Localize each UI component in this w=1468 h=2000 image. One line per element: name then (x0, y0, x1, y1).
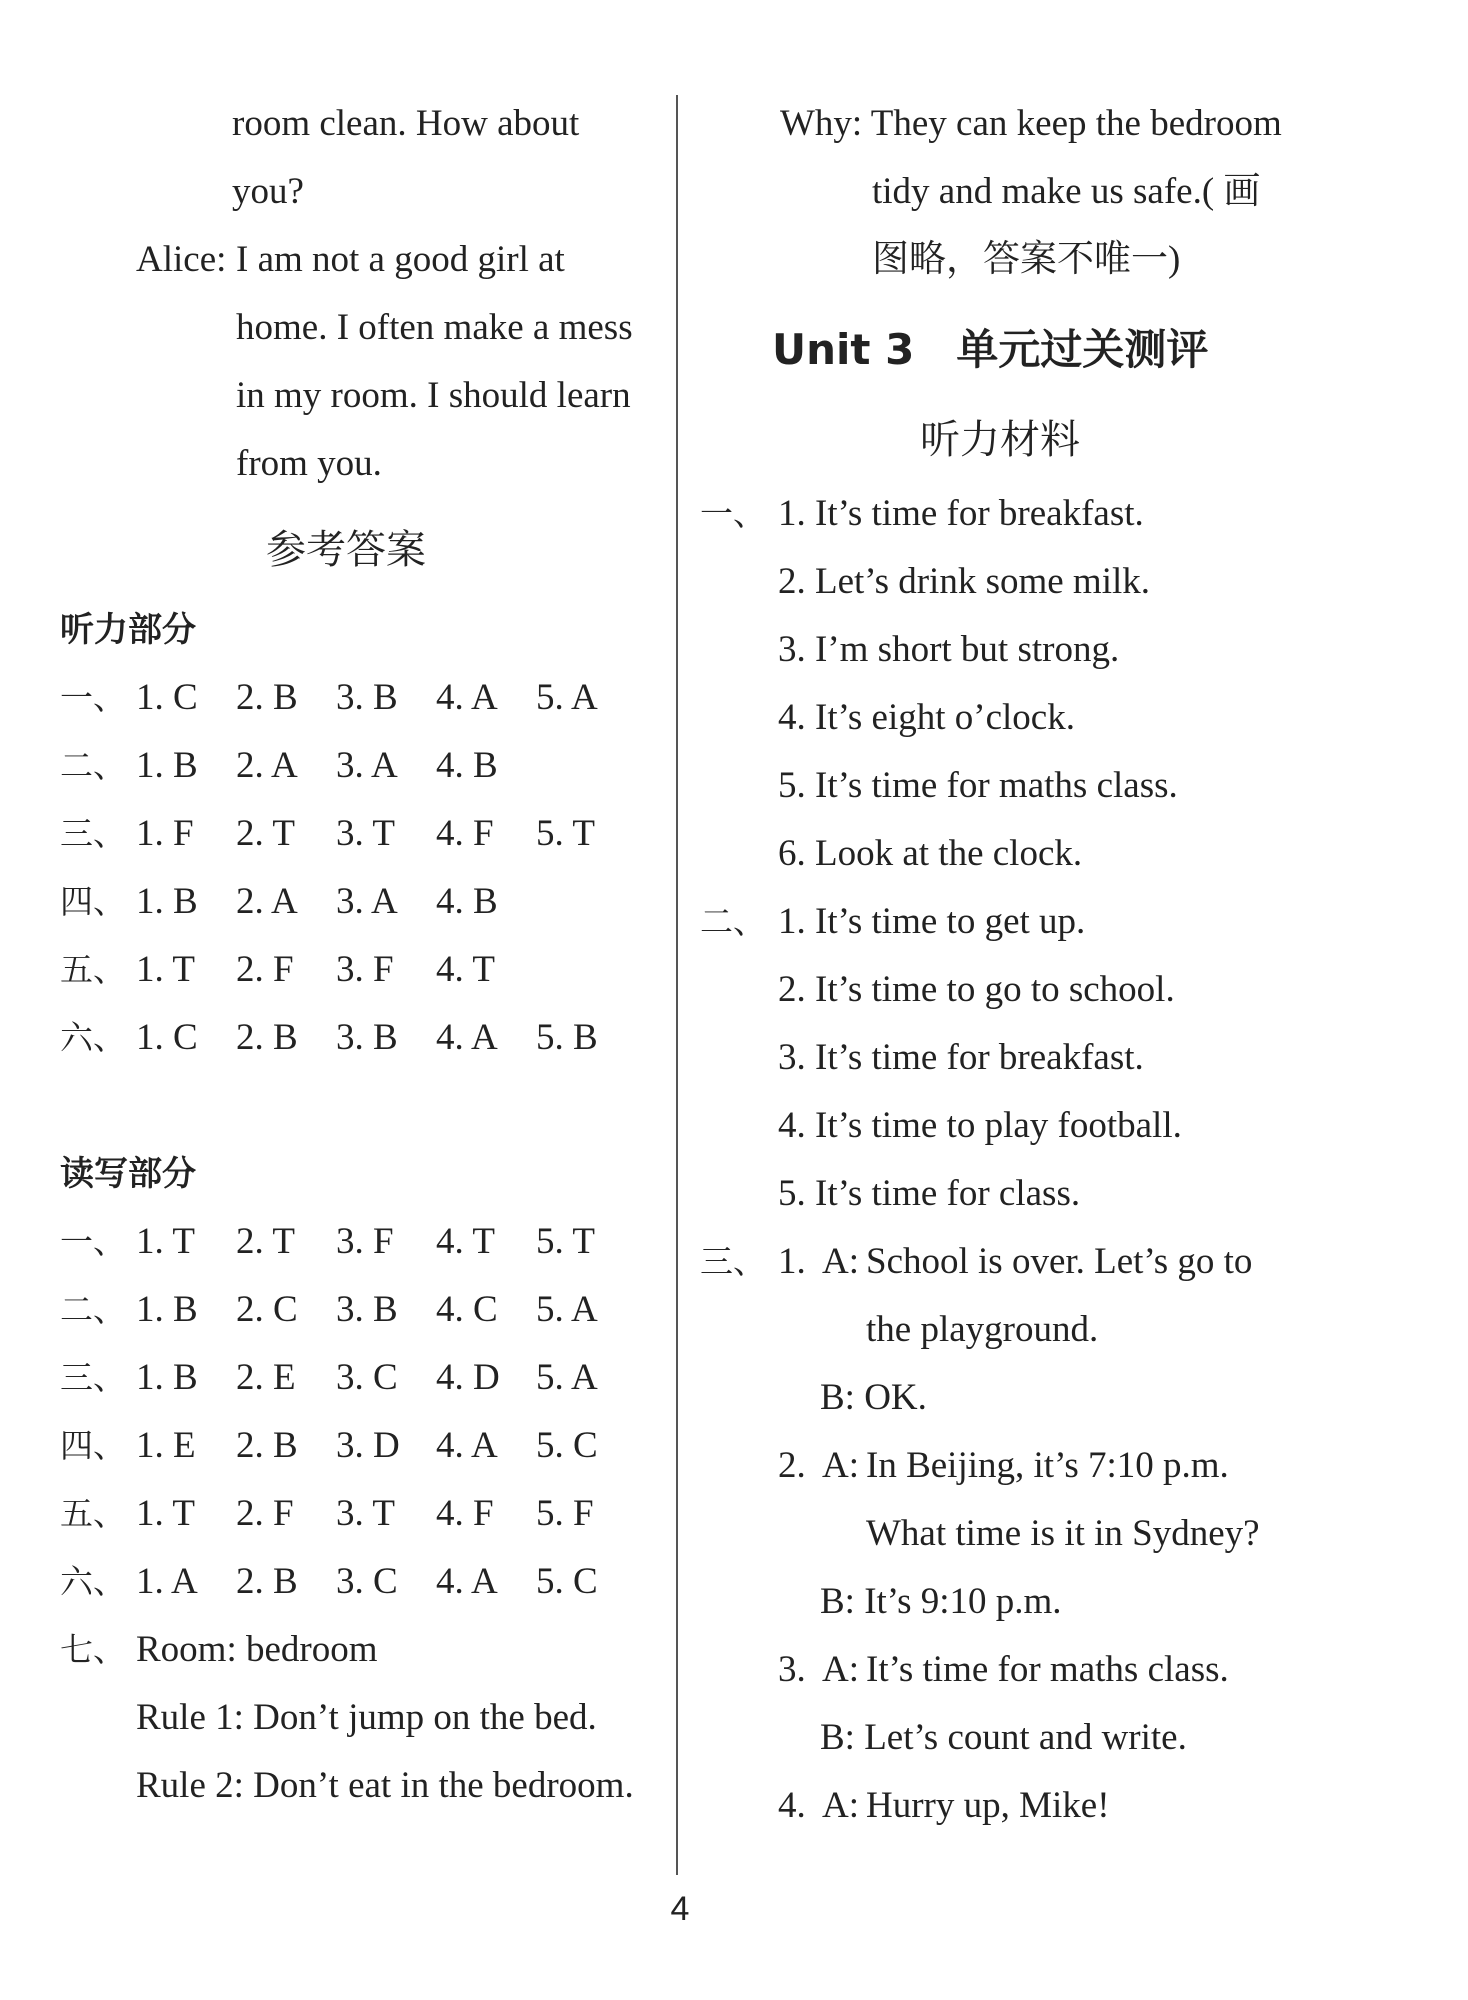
dialogue-line: home. I often make a mess (236, 307, 633, 348)
alice-dialogue (60, 226, 660, 498)
answer: 2. T (236, 1221, 295, 1262)
dialogue-line: in my room. I should learn (236, 375, 631, 416)
answer: 3. A (336, 881, 398, 922)
answer-row (60, 664, 660, 732)
answer-row-q7 (60, 1616, 660, 1684)
section-number: 五、 (60, 950, 126, 989)
why-line: 图略，答案不唯一) (872, 239, 1181, 280)
answer: 2. F (236, 949, 294, 990)
answer: 1. B (136, 881, 198, 922)
dialogue-line: B: It’s 9:10 p.m. (820, 1581, 1062, 1622)
why-line: tidy and make us safe.( 画 (872, 171, 1261, 212)
dialogue-line: In Beijing, it’s 7:10 p.m. (866, 1445, 1229, 1486)
answer: 4. D (436, 1357, 500, 1398)
answer: 3. B (336, 677, 398, 718)
page-number: 4 (670, 1890, 690, 1928)
answer-row (60, 936, 660, 1004)
section-number: 六、 (60, 1562, 126, 1601)
speaker-label: A: (822, 1445, 859, 1486)
dialogue-line: School is over. Let’s go to (866, 1241, 1253, 1282)
listening-answers (60, 664, 660, 1072)
answer-row (60, 1208, 660, 1276)
section-number: 五、 (60, 1494, 126, 1533)
answer: 4. F (436, 813, 494, 854)
answer: 4. B (436, 745, 498, 786)
answer-row (60, 800, 660, 868)
section-number: 二、 (60, 1290, 126, 1329)
section-number: 一、 (700, 494, 766, 533)
dialogue-line: It’s time for maths class. (866, 1649, 1229, 1690)
script-line: 4. It’s eight o’clock. (778, 697, 1075, 738)
listening-material-title: 听力材料 (920, 417, 1080, 463)
answer: 2. T (236, 813, 295, 854)
answer: 5. A (536, 1289, 598, 1330)
dialogue-line: I am not a good girl at (236, 239, 565, 280)
answer: 2. B (236, 1425, 298, 1466)
answer: 1. T (136, 1221, 195, 1262)
section-number: 七、 (60, 1630, 126, 1669)
answer: 4. B (436, 881, 498, 922)
dialogue-number: 1. (778, 1241, 806, 1282)
dialogue-number: 4. (778, 1785, 806, 1826)
answer: 5. C (536, 1561, 598, 1602)
answer: 4. T (436, 949, 495, 990)
q7-rule: Rule 1: Don’t jump on the bed. (136, 1697, 597, 1738)
answer: 1. B (136, 1289, 198, 1330)
section-number: 三、 (60, 1358, 126, 1397)
answer: 4. T (436, 1221, 495, 1262)
answer: 1. A (136, 1561, 198, 1602)
answer: 1. T (136, 949, 195, 990)
answer: 5. A (536, 677, 598, 718)
answer: 3. C (336, 1357, 398, 1398)
dialogue-line: What time is it in Sydney? (866, 1513, 1260, 1554)
answer-row (60, 1412, 660, 1480)
section-row (700, 888, 1400, 956)
section-number: 二、 (700, 902, 766, 941)
answer: 5. T (536, 813, 595, 854)
answer: 4. F (436, 1493, 494, 1534)
dialogue-number: 2. (778, 1445, 806, 1486)
unit-title: Unit 3 单元过关测评 (772, 325, 1209, 374)
answer-row (60, 1276, 660, 1344)
right-column (700, 90, 1400, 1840)
answer: 5. C (536, 1425, 598, 1466)
script-line: 3. I’m short but strong. (778, 629, 1120, 670)
q7-rule: Rule 2: Don’t eat in the bedroom. (136, 1765, 634, 1806)
dialogue-continuation-line: room clean. How about (232, 103, 580, 144)
section-number: 六、 (60, 1018, 126, 1057)
answer: 1. C (136, 677, 198, 718)
answer: 3. B (336, 1289, 398, 1330)
speaker-label: A: (822, 1241, 859, 1282)
answer: 1. C (136, 1017, 198, 1058)
script-line: 2. It’s time to go to school. (778, 969, 1175, 1010)
section-number: 二、 (60, 746, 126, 785)
answer: 5. B (536, 1017, 598, 1058)
section-row (700, 1228, 1400, 1296)
section-number: 三、 (700, 1242, 766, 1281)
script-line: 2. Let’s drink some milk. (778, 561, 1151, 602)
answer: 1. E (136, 1425, 196, 1466)
listening-part-title: 听力部分 (60, 610, 196, 650)
answer-row (60, 1548, 660, 1616)
answer-row (60, 1480, 660, 1548)
section-number: 四、 (60, 1426, 126, 1465)
left-column (60, 90, 660, 1820)
answer: 2. B (236, 677, 298, 718)
script-line: 4. It’s time to play football. (778, 1105, 1182, 1146)
dialogue-line: from you. (236, 443, 382, 484)
section-number: 四、 (60, 882, 126, 921)
dialogue-3 (700, 1636, 1400, 1704)
answer: 1. B (136, 1357, 198, 1398)
dialogue-number: 3. (778, 1649, 806, 1690)
answer: 3. T (336, 813, 395, 854)
dialogue-4 (700, 1772, 1400, 1840)
answer: 5. A (536, 1357, 598, 1398)
reading-writing-part-title: 读写部分 (60, 1154, 196, 1194)
spacer (60, 1072, 660, 1140)
section-number: 三、 (60, 814, 126, 853)
answer: 3. F (336, 1221, 394, 1262)
q7-answer: Room: bedroom (136, 1629, 378, 1670)
answer: 3. B (336, 1017, 398, 1058)
answer: 3. C (336, 1561, 398, 1602)
answer: 4. A (436, 677, 498, 718)
answer: 4. A (436, 1561, 498, 1602)
answer: 3. A (336, 745, 398, 786)
answer: 4. C (436, 1289, 498, 1330)
dialogue-line: B: OK. (820, 1377, 927, 1418)
answer: 2. F (236, 1493, 294, 1534)
script-line: 3. It’s time for breakfast. (778, 1037, 1144, 1078)
speaker-label: A: (822, 1785, 859, 1826)
script-line: 5. It’s time for maths class. (778, 765, 1178, 806)
answer: 5. F (536, 1493, 594, 1534)
why-line: Why: They can keep the bedroom (780, 103, 1282, 144)
answer: 2. E (236, 1357, 296, 1398)
answer-row (60, 1004, 660, 1072)
answer: 2. C (236, 1289, 298, 1330)
section-row (700, 480, 1400, 548)
script-line: 5. It’s time for class. (778, 1173, 1081, 1214)
answer: 4. A (436, 1425, 498, 1466)
answer: 3. F (336, 949, 394, 990)
script-line: 1. It’s time to get up. (778, 901, 1086, 942)
answer: 3. T (336, 1493, 395, 1534)
answer: 3. D (336, 1425, 400, 1466)
section-number: 一、 (60, 678, 126, 717)
script-line: 6. Look at the clock. (778, 833, 1083, 874)
answer: 2. B (236, 1017, 298, 1058)
answer-row (60, 868, 660, 936)
speaker-label: A: (822, 1649, 859, 1690)
section-number: 一、 (60, 1222, 126, 1261)
speaker-label: Alice: (136, 239, 227, 280)
answers-title: 参考答案 (266, 527, 426, 573)
answer: 2. B (236, 1561, 298, 1602)
answer: 4. A (436, 1017, 498, 1058)
answer: 2. A (236, 745, 298, 786)
dialogue-2 (700, 1432, 1400, 1500)
answer: 1. T (136, 1493, 195, 1534)
answer-row (60, 1344, 660, 1412)
dialogue-1 (778, 1228, 1252, 1296)
dialogue-line: the playground. (866, 1309, 1099, 1350)
reading-answers (60, 1208, 660, 1820)
dialogue-line: B: Let’s count and write. (820, 1717, 1187, 1758)
answer-row (60, 732, 660, 800)
answer: 2. A (236, 881, 298, 922)
dialogue-line: Hurry up, Mike! (866, 1785, 1110, 1826)
answer: 1. F (136, 813, 194, 854)
column-divider (676, 95, 678, 1875)
answer: 5. T (536, 1221, 595, 1262)
dialogue-continuation-line: you? (232, 171, 304, 212)
script-line: 1. It’s time for breakfast. (778, 493, 1144, 534)
answer: 1. B (136, 745, 198, 786)
